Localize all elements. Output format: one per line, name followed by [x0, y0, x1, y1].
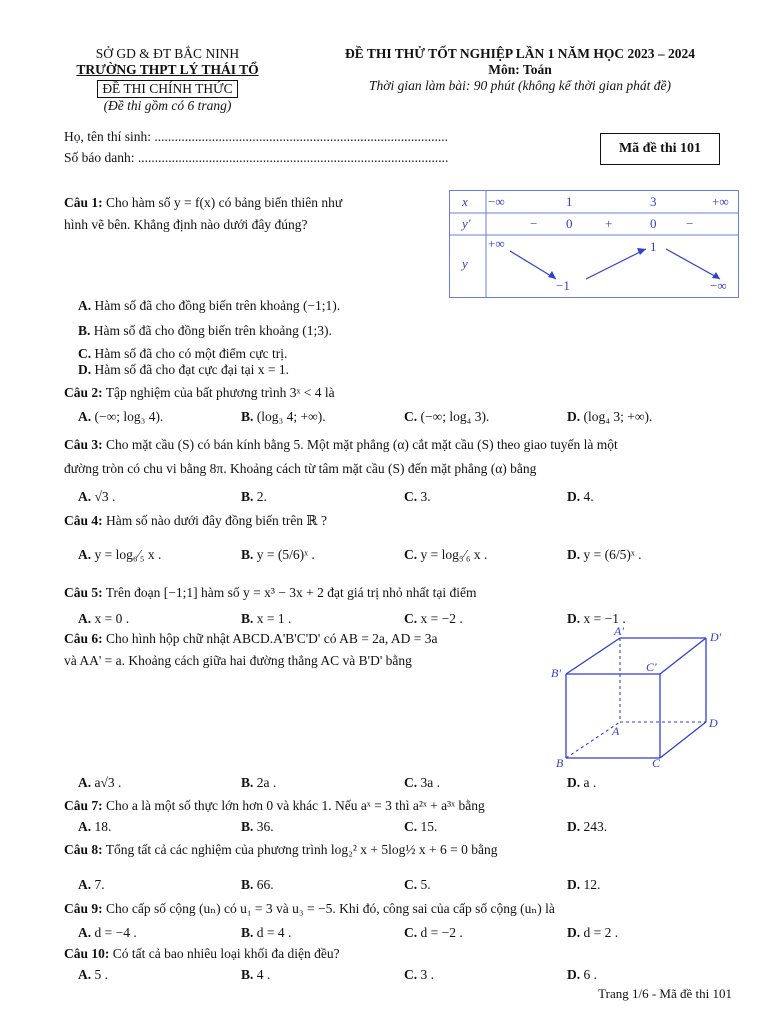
question-7: Câu 7: Cho a là một số thực lớn hơn 0 và khác 1. Nếu aˣ = 3 thì a²ˣ + a³ˣ bằng	[64, 798, 485, 813]
vt-y-3: −∞	[710, 278, 727, 293]
q6-option-d: D. a .	[567, 775, 597, 790]
q7-option-a: A. 18.	[78, 819, 112, 834]
q1-option-d: D. Hàm số đã cho đạt cực đại tại x = 1.	[78, 362, 289, 377]
vertex-d: D	[709, 716, 718, 730]
page-footer: Trang 1/6 - Mã đề thi 101	[598, 986, 732, 1001]
q7-option-d: D. 243.	[567, 819, 608, 834]
q8-options	[78, 876, 738, 894]
question-1-line-2: hình vẽ bên. Khẳng định nào dưới đây đúng?	[64, 217, 308, 232]
q5-option-c: C. x = −2 .	[404, 611, 463, 626]
q10-option-b: B. 4 .	[241, 967, 271, 982]
question-1: Câu 1: Cho hàm số y = f(x) có bảng biến thiên như	[64, 195, 343, 210]
vt-yp-4: −	[686, 216, 694, 231]
vt-yp-1: 0	[566, 216, 573, 231]
school-name: TRƯỜNG THPT LÝ THÁI TỔ	[76, 62, 259, 77]
subject: Môn: Toán	[488, 62, 552, 77]
vt-yprime-label: y'	[462, 216, 471, 231]
exam-code-box: Mã đề thi 101	[600, 133, 720, 165]
q4-option-b: B. y = (5/6)ˣ .	[241, 547, 315, 562]
candidate-name-line: Họ, tên thí sinh: .......................................................................................	[64, 129, 448, 144]
q9-options	[78, 924, 738, 942]
q2-options	[78, 408, 738, 426]
vt-x-3: +∞	[712, 194, 729, 209]
q10-option-d: D. 6 .	[567, 967, 597, 982]
q7-options	[78, 818, 738, 836]
q10-option-c: C. 3 .	[404, 967, 434, 982]
vt-x-1: 1	[566, 194, 573, 209]
vt-yp-0: −	[530, 216, 538, 231]
q9-option-c: C. d = −2 .	[404, 925, 463, 940]
q9-option-d: D. d = 2 .	[567, 925, 619, 940]
q6-options	[78, 774, 738, 792]
q6-option-c: C. 3a .	[404, 775, 440, 790]
q2-option-d: D. (log₄ 3; +∞).	[567, 409, 653, 424]
q2-option-c: C. (−∞; log₄ 3).	[404, 409, 490, 424]
question-3-line-2: đường tròn có chu vi bằng 8π. Khoảng cách từ tâm mặt cầu (S) đến mặt phẳng (α) bằng	[64, 461, 537, 476]
q5-option-a: A. x = 0 .	[78, 611, 130, 626]
cuboid-drawing	[548, 626, 738, 772]
vt-x-0: −∞	[488, 194, 505, 209]
exam-title: ĐỀ THI THỬ TỐT NGHIỆP LẦN 1 NĂM HỌC 2023 – 2024	[345, 46, 695, 61]
vt-x-label: x	[462, 194, 468, 209]
q4-option-d: D. y = (6/5)ˣ .	[567, 547, 642, 562]
vertex-a1: A'	[614, 624, 624, 638]
vt-yp-3: 0	[650, 216, 657, 231]
q6-option-b: B. 2a .	[241, 775, 277, 790]
q10-options	[78, 966, 738, 984]
q3-option-a: A. √3 .	[78, 489, 116, 504]
q1-option-a: A. Hàm số đã cho đồng biến trên khoảng (−1;1).	[78, 298, 341, 313]
official-label: ĐỀ THI CHÍNH THỨC	[97, 80, 237, 98]
header-right	[300, 46, 740, 94]
q8-option-b: B. 66.	[241, 877, 274, 892]
q3-options	[78, 488, 738, 506]
vt-y-0: +∞	[488, 236, 505, 251]
q4-options	[78, 546, 738, 564]
q4-option-a: A. y = log₆⁄₅ x .	[78, 547, 162, 562]
question-10: Câu 10: Có tất cả bao nhiêu loại khối đa diện đều?	[64, 946, 340, 961]
vt-yp-2: +	[605, 216, 613, 231]
question-3: Câu 3: Cho mặt cầu (S) có bán kính bằng 5. Một mặt phẳng (α) cắt mặt cầu (S) theo giao tuyến là một	[64, 437, 618, 452]
q2-option-b: B. (log₃ 4; +∞).	[241, 409, 326, 424]
q5-option-b: B. x = 1 .	[241, 611, 292, 626]
cuboid-figure	[548, 626, 738, 772]
q1-option-c: C. Hàm số đã cho có một điểm cực trị.	[78, 346, 288, 361]
vertex-c: C	[652, 756, 661, 770]
question-6: Câu 6: Cho hình hộp chữ nhật ABCD.A'B'C'D' có AB = 2a, AD = 3a	[64, 631, 438, 646]
time-note: Thời gian làm bài: 90 phút (không kể thời gian phát đề)	[368, 78, 671, 93]
variation-table	[449, 190, 739, 298]
question-9: Câu 9: Cho cấp số cộng (uₙ) có u₁ = 3 và u₃ = −5. Khi đó, công sai của cấp số cộng (uₙ) là	[64, 901, 555, 916]
question-5: Câu 5: Trên đoạn [−1;1] hàm số y = x³ − 3x + 2 đạt giá trị nhỏ nhất tại điểm	[64, 585, 477, 600]
q8-option-a: A. 7.	[78, 877, 105, 892]
header-left	[40, 46, 295, 114]
q9-option-a: A. d = −4 .	[78, 925, 137, 940]
q3-option-c: C. 3.	[404, 489, 431, 504]
vertex-d1: D'	[710, 630, 722, 644]
question-6-line-2: và AA' = a. Khoảng cách giữa hai đường thẳng AC và B'D' bằng	[64, 653, 412, 668]
vt-y-1: −1	[556, 278, 570, 293]
vt-y-2: 1	[650, 239, 657, 254]
q7-option-b: B. 36.	[241, 819, 274, 834]
q10-option-a: A. 5 .	[78, 967, 108, 982]
q8-option-c: C. 5.	[404, 877, 431, 892]
vertex-b: B	[556, 756, 564, 770]
q1-option-b: B. Hàm số đã cho đồng biến trên khoảng (1;3).	[78, 323, 332, 338]
q3-option-d: D. 4.	[567, 489, 594, 504]
question-4: Câu 4: Hàm số nào dưới đây đồng biến trên ℝ ?	[64, 513, 328, 528]
q7-option-c: C. 15.	[404, 819, 438, 834]
q5-option-d: D. x = −1 .	[567, 611, 626, 626]
q4-option-c: C. y = log₅⁄₆ x .	[404, 547, 488, 562]
q3-option-b: B. 2.	[241, 489, 267, 504]
vt-x-2: 3	[650, 194, 657, 209]
q6-option-a: A. a√3 .	[78, 775, 122, 790]
question-2: Câu 2: Tập nghiệm của bất phương trình 3ˣ < 4 là	[64, 385, 335, 400]
vertex-b1: B'	[551, 666, 561, 680]
q8-option-d: D. 12.	[567, 877, 601, 892]
vertex-c1: C'	[646, 660, 657, 674]
q9-option-b: B. d = 4 .	[241, 925, 292, 940]
page-count-note: (Đề thi gồm có 6 trang)	[103, 98, 232, 113]
vertex-a: A	[612, 724, 620, 738]
q2-option-a: A. (−∞; log₃ 4).	[78, 409, 164, 424]
department-name: SỞ GD & ĐT BẮC NINH	[95, 46, 240, 61]
candidate-id-line: Số báo danh: ............................................................................................	[64, 150, 449, 165]
vt-y-label: y	[462, 256, 468, 271]
question-8: Câu 8: Tổng tất cả các nghiệm của phương trình log₂² x + 5log½ x + 6 = 0 bằng	[64, 842, 498, 857]
